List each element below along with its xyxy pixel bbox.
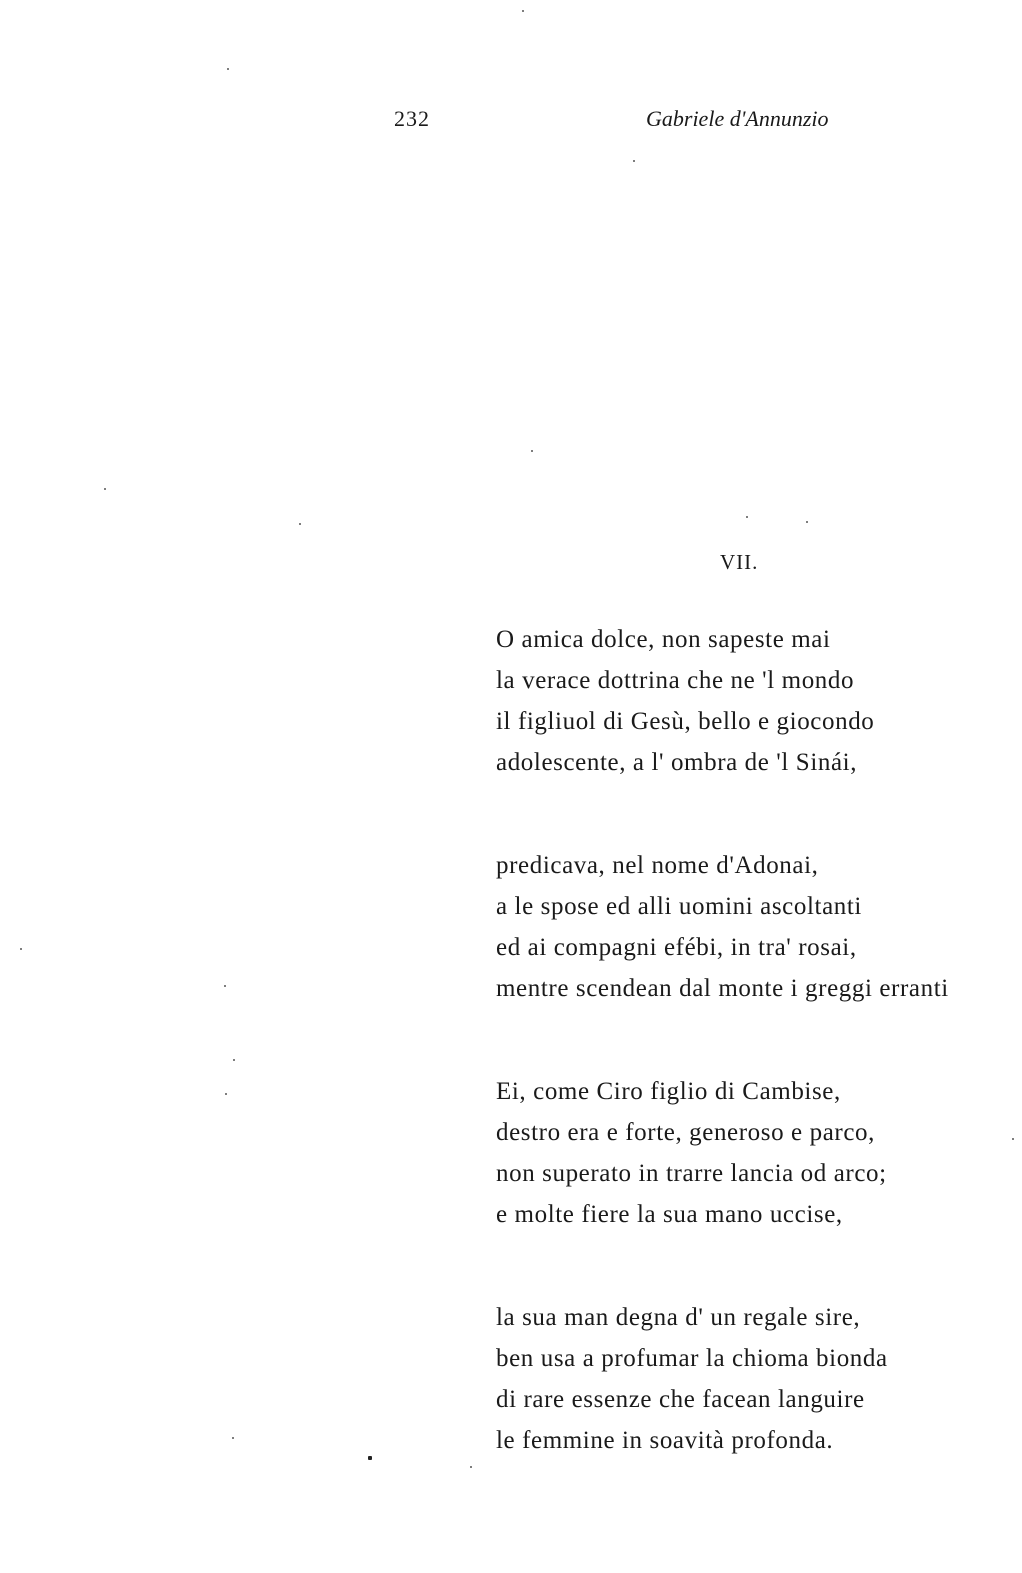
verse-line: e molte fiere la sua mano uccise, — [496, 1201, 843, 1228]
scan-speck — [746, 516, 748, 518]
verse-line: destro era e forte, generoso e parco, — [496, 1119, 875, 1146]
verse-line: il figliuol di Gesù, bello e giocondo — [496, 708, 875, 735]
verse-line: le femmine in soavità profonda. — [496, 1427, 834, 1454]
stanza — [496, 1071, 1022, 1235]
verse-line: predicava, nel nome d'Adonai, — [496, 852, 819, 879]
verse-line: Ei, come Ciro figlio di Cambise, — [496, 1078, 841, 1105]
scan-speck — [20, 948, 22, 950]
scan-speck — [1012, 1138, 1014, 1140]
scan-speck — [299, 523, 301, 525]
scan-speck — [104, 488, 106, 490]
running-head: Gabriele d'Annunzio — [646, 106, 829, 131]
verse-line: a le spose ed alli uomini ascoltanti — [496, 893, 862, 920]
verse-line: la sua man degna d' un regale sire, — [496, 1304, 861, 1331]
verse-line: adolescente, a l' ombra de 'l Sinái, — [496, 749, 858, 776]
scan-speck — [531, 450, 533, 452]
scan-speck — [633, 160, 635, 162]
verse-line: ed ai compagni efébi, in tra' rosai, — [496, 934, 857, 961]
scan-speck — [522, 10, 524, 12]
scan-speck — [232, 1437, 234, 1439]
stanza — [496, 1297, 1022, 1461]
scan-speck — [233, 1059, 235, 1061]
scan-speck — [227, 68, 229, 70]
verse-line: la verace dottrina che ne 'l mondo — [496, 667, 855, 694]
section-number: VII. — [720, 550, 759, 574]
scan-speck — [368, 1456, 372, 1460]
verse-line: mentre scendean dal monte i greggi erranti — [496, 975, 949, 1002]
scan-speck — [806, 521, 808, 523]
stanza — [496, 845, 1022, 1009]
scan-speck — [470, 1466, 472, 1468]
page-number: 232 — [394, 106, 430, 131]
verse-line: di rare essenze che facean languire — [496, 1386, 865, 1413]
poem — [496, 619, 1022, 1523]
verse-line: ben usa a profumar la chioma bionda — [496, 1345, 888, 1372]
scan-speck — [225, 1093, 227, 1095]
verse-line: non superato in trarre lancia od arco; — [496, 1160, 887, 1187]
scan-speck — [224, 985, 226, 987]
verse-line: O amica dolce, non sapeste mai — [496, 626, 831, 653]
stanza — [496, 619, 1022, 783]
